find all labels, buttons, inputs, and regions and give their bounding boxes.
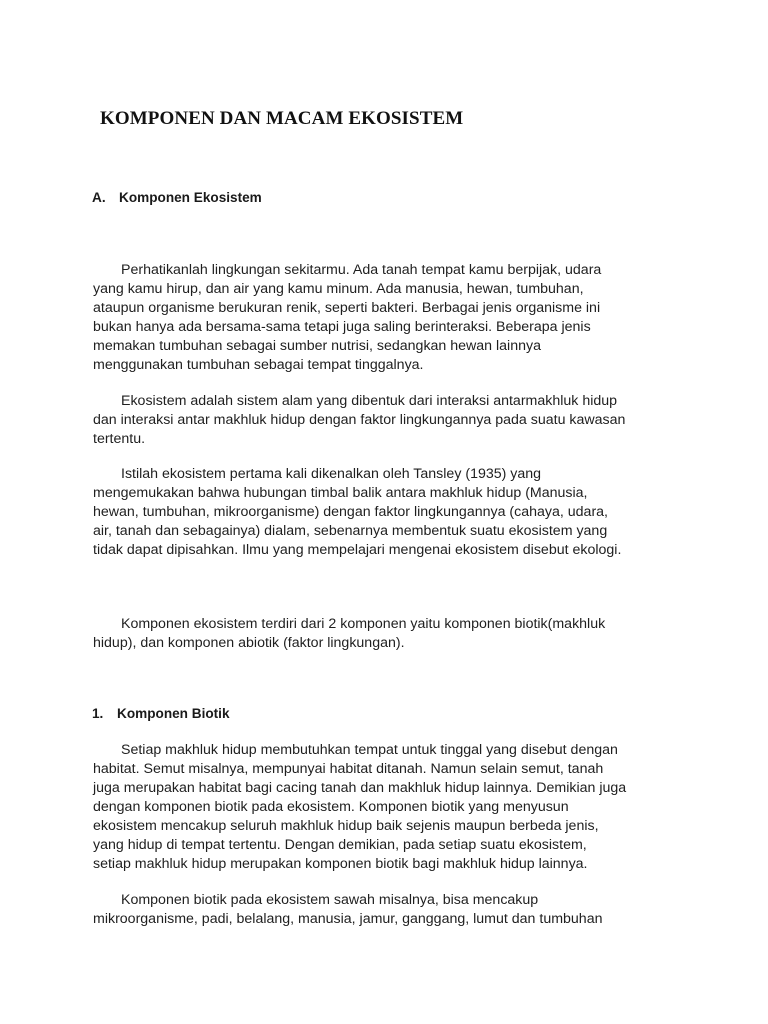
paragraph-line: Perhatikanlah lingkungan sekitarmu. Ada tanah tempat kamu berpijak, udara	[121, 262, 602, 278]
paragraph-line: juga merupakan habitat bagi cacing tanah dan makhluk hidup lainnya. Demikian juga	[93, 780, 627, 796]
paragraph-komponen	[93, 615, 693, 653]
paragraph-line: Istilah ekosistem pertama kali dikenalkan oleh Tansley (1935) yang	[121, 466, 542, 482]
paragraph-lingkungan	[93, 261, 693, 375]
section-heading-komponen-ekosistem	[92, 190, 262, 205]
paragraph-line: Komponen biotik pada ekosistem sawah misalnya, bisa mencakup	[121, 892, 539, 908]
section-label: Komponen Ekosistem	[119, 190, 262, 205]
paragraph-habitat	[93, 741, 693, 874]
paragraph-line: bukan hanya ada bersama-sama tetapi juga saling berinteraksi. Beberapa jenis	[93, 319, 591, 335]
paragraph-line: setiap makhluk hidup merupakan komponen biotik bagi makhluk hidup lainnya.	[93, 856, 588, 872]
paragraph-line: air, tanah dan sebagainya) dialam, sebenarnya membentuk suatu ekosistem yang	[93, 523, 608, 539]
paragraph-line: memakan tumbuhan sebagai sumber nutrisi, sedangkan hewan lainnya	[93, 338, 541, 354]
paragraph-line: yang hidup di tempat tertentu. Dengan demikian, pada setiap suatu ekosistem,	[93, 837, 587, 853]
paragraph-line: mikroorganisme, padi, belalang, manusia, jamur, ganggang, lumut dan tumbuhan	[93, 911, 603, 927]
paragraph-line: ekosistem mencakup seluruh makhluk hidup baik sejenis maupun berbeda jenis,	[93, 818, 599, 834]
section-label: Komponen Biotik	[117, 706, 230, 721]
section-heading-komponen-biotik	[92, 706, 230, 721]
paragraph-definisi-ekosistem	[93, 392, 693, 449]
paragraph-line: dengan komponen biotik pada ekosistem. Komponen biotik yang menyusun	[93, 799, 569, 815]
paragraph-sawah	[93, 891, 693, 929]
paragraph-line: menggunakan tumbuhan sebagai tempat tinggalnya.	[93, 357, 424, 373]
paragraph-line: tidak dapat dipisahkan. Ilmu yang mempelajari mengenai ekosistem disebut ekologi.	[93, 542, 622, 558]
paragraph-line: habitat. Semut misalnya, mempunyai habitat ditanah. Namun selain semut, tanah	[93, 761, 604, 777]
paragraph-line: tertentu.	[93, 431, 146, 447]
section-number: A.	[92, 190, 106, 205]
paragraph-tansley	[93, 465, 693, 560]
paragraph-line: Setiap makhluk hidup membutuhkan tempat untuk tinggal yang disebut dengan	[121, 742, 618, 758]
section-number: 1.	[92, 706, 104, 721]
paragraph-line: dan interaksi antar makhluk hidup dengan faktor lingkungannya pada suatu kawasan	[93, 412, 626, 428]
paragraph-line: Ekosistem adalah sistem alam yang dibentuk dari interaksi antarmakhluk hidup	[121, 393, 618, 409]
paragraph-line: yang kamu hirup, dan air yang kamu minum. Ada manusia, hewan, tumbuhan,	[93, 281, 584, 297]
paragraph-line: Komponen ekosistem terdiri dari 2 komponen yaitu komponen biotik(makhluk	[121, 616, 606, 632]
paragraph-line: ataupun organisme berukuran renik, seperti bakteri. Berbagai jenis organisme ini	[93, 300, 601, 316]
paragraph-line: hewan, tumbuhan, mikroorganisme) dengan faktor lingkungannya (cahaya, udara,	[93, 504, 609, 520]
paragraph-line: hidup), dan komponen abiotik (faktor lingkungan).	[93, 635, 405, 651]
document-title: KOMPONEN DAN MACAM EKOSISTEM	[100, 108, 464, 129]
paragraph-line: mengemukakan bahwa hubungan timbal balik antara makhluk hidup (Manusia,	[93, 485, 588, 501]
